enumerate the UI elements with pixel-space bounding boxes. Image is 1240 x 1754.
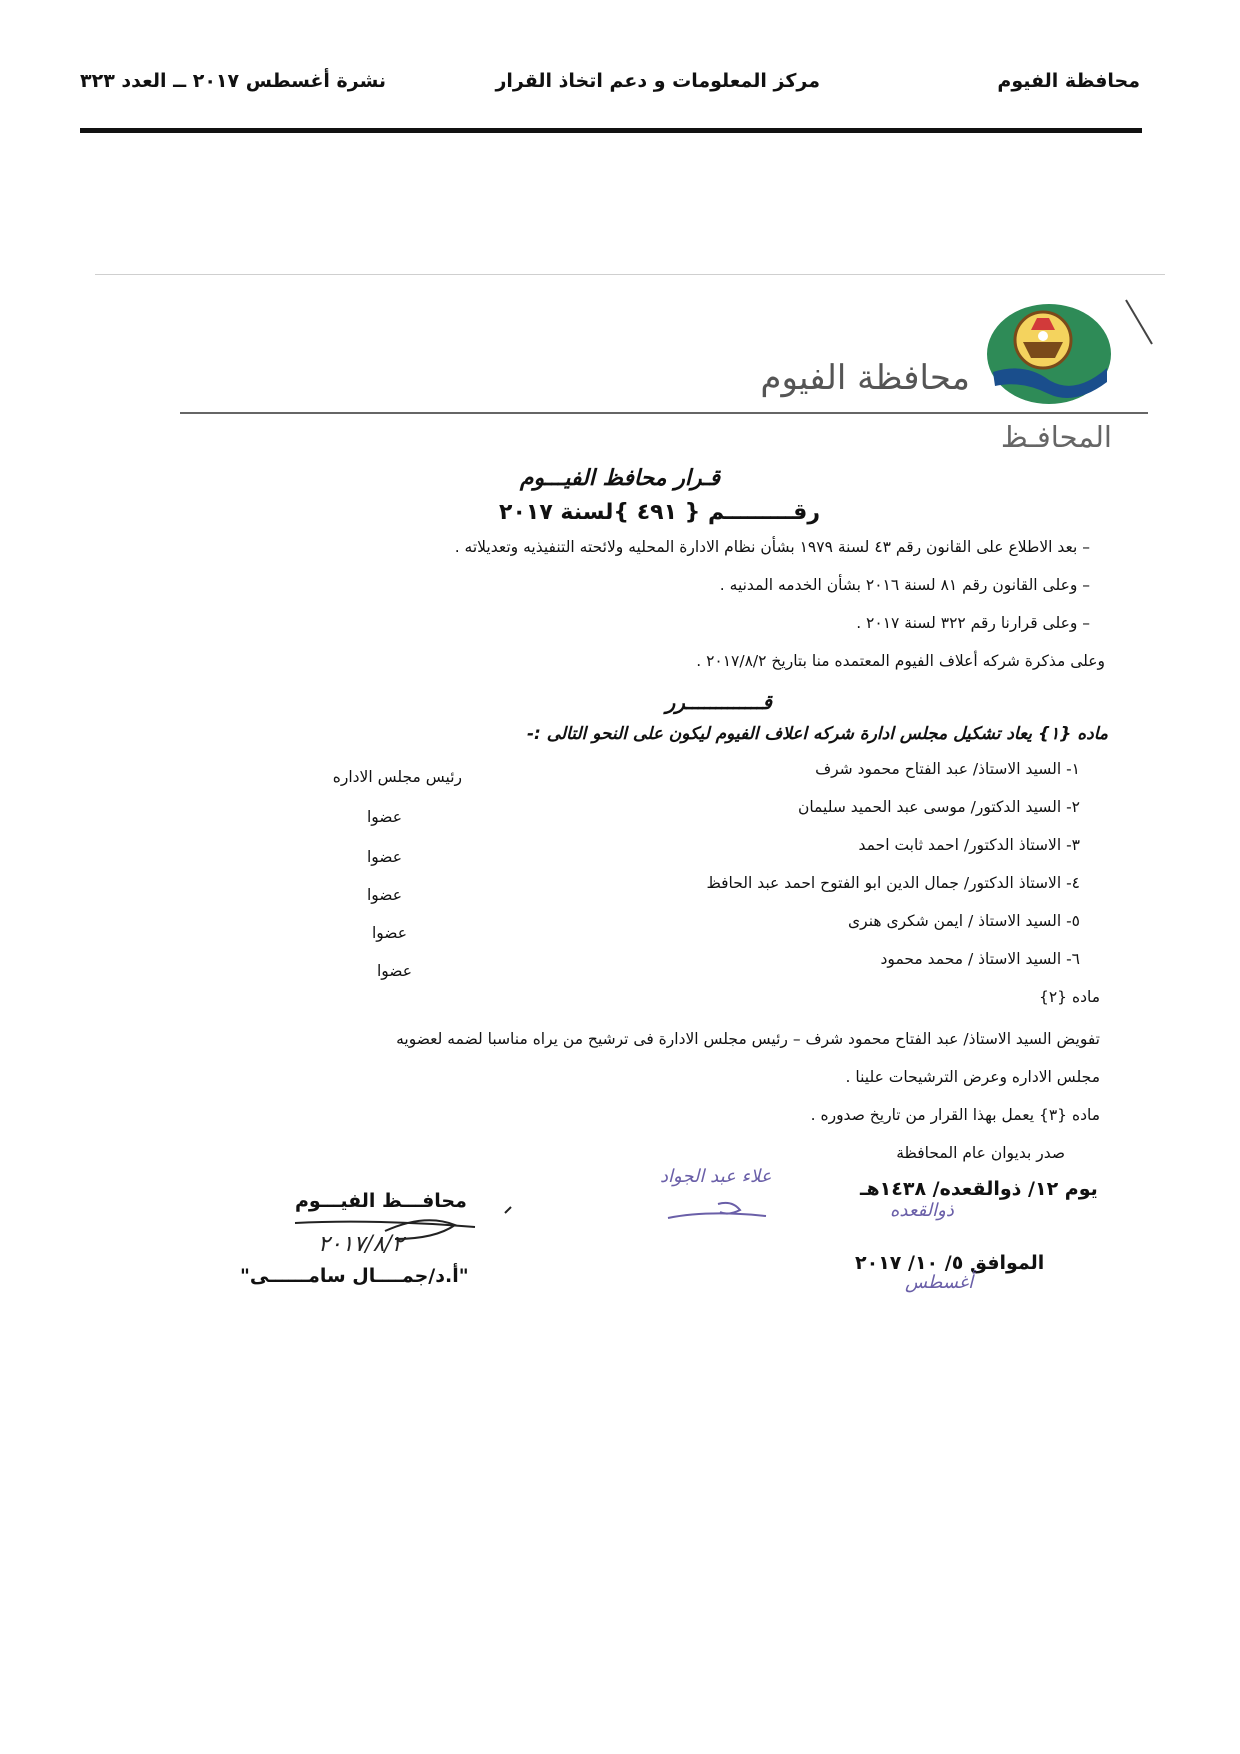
fayoum-governorate-logo bbox=[985, 302, 1113, 406]
member-name: ١- السيد الاستاذ/ عبد الفتاح محمود شرف bbox=[815, 760, 1080, 778]
article-2-text: تفويض السيد الاستاذ/ عبد الفتاح محمود شرف – رئيس مجلس الادارة فى ترشيح من يراه مناسبا لضمه لعضويه bbox=[396, 1030, 1100, 1048]
decree-number: رقـــــــــم { ٤٩١ }لسنة ٢٠١٧ bbox=[499, 500, 820, 525]
member-role: عضوا bbox=[376, 962, 412, 980]
member-name: ٢- السيد الدكتور/ موسى عبد الحميد سليمان bbox=[797, 798, 1080, 816]
member-role: عضوا bbox=[371, 924, 407, 942]
decree-title: قـرار محافظ الفيـــوم bbox=[519, 466, 721, 491]
preamble-line: – وعلى قرارنا رقم ٣٢٢ لسنة ٢٠١٧ . bbox=[856, 614, 1090, 632]
letterhead-office: المحافـظ bbox=[1000, 420, 1112, 454]
hijri-date: يوم ١٢/ ذوالقعده/ ١٤٣٨هـ bbox=[860, 1178, 1098, 1200]
member-role: عضوا bbox=[366, 886, 402, 904]
header-center-name: مركز المعلومات و دعم اتخاذ القرار bbox=[495, 70, 820, 92]
preamble-line: – وعلى القانون رقم ٨١ لسنة ٢٠١٦ بشأن الخدمه المدنيه . bbox=[719, 576, 1090, 594]
signatory-name: "أ.د/جمــــال سامــــــى" bbox=[240, 1265, 469, 1287]
gregorian-date: الموافق ٥/ ١٠/ ٢٠١٧ bbox=[855, 1252, 1045, 1274]
preamble-line: – بعد الاطلاع على القانون رقم ٤٣ لسنة ١٩٧٩ بشأن نظام الادارة المحليه ولائحته التنفيذيه وتعديلاته . bbox=[454, 538, 1090, 556]
decides-heading: قـــــــــــــرر bbox=[665, 690, 772, 714]
handwritten-hijri-month: ذوالقعده bbox=[890, 1200, 954, 1221]
article-3: ماده {٣} يعمل بهذا القرار من تاريخ صدوره . bbox=[810, 1106, 1100, 1124]
handwritten-middle-signature: علاء عبد الجواد bbox=[660, 1166, 772, 1187]
article-2-text: مجلس الاداره وعرض الترشيحات علينا . bbox=[845, 1068, 1100, 1086]
member-name: ٤- الاستاذ الدكتور/ جمال الدين ابو الفتوح احمد عبد الحافظ bbox=[706, 874, 1080, 892]
handwritten-governor-date: ٢٠١٧/٨/٢ bbox=[318, 1232, 404, 1257]
preamble-line: وعلى مذكرة شركه أعلاف الفيوم المعتمده منا بتاريخ ٢٠١٧/٨/٢ . bbox=[696, 652, 1105, 670]
signature-title: محافـــظ الفيـــوم bbox=[295, 1190, 467, 1212]
issued-note: صدر بديوان عام المحافظة bbox=[896, 1144, 1065, 1162]
article-2-label: ماده {٢} bbox=[1038, 988, 1100, 1006]
letterhead-rule bbox=[180, 412, 1148, 414]
member-name: ٣- الاستاذ الدكتور/ احمد ثابت احمد bbox=[858, 836, 1080, 854]
article-1: ماده {١} يعاد تشكيل مجلس ادارة شركه اعلاف الفيوم ليكون على النحو التالى :- bbox=[526, 724, 1108, 744]
member-name: ٦- السيد الاستاذ / محمد محمود bbox=[880, 950, 1080, 968]
corner-mark bbox=[1122, 298, 1156, 348]
letterhead-governorate: محافظة الفيوم bbox=[760, 358, 970, 398]
member-name: ٥- السيد الاستاذ / ايمن شكرى هنرى bbox=[848, 912, 1080, 930]
header-issue: نشرة أغسطس ٢٠١٧ ــ العدد ٣٢٣ bbox=[80, 70, 387, 92]
member-role: عضوا bbox=[366, 848, 402, 866]
member-role: عضوا bbox=[366, 808, 402, 826]
handwritten-greg-month: أغسطس bbox=[905, 1272, 974, 1293]
member-role: رئيس مجلس الاداره bbox=[332, 768, 462, 786]
middle-signature bbox=[648, 1160, 778, 1230]
header-governorate: محافظة الفيوم bbox=[997, 70, 1140, 92]
